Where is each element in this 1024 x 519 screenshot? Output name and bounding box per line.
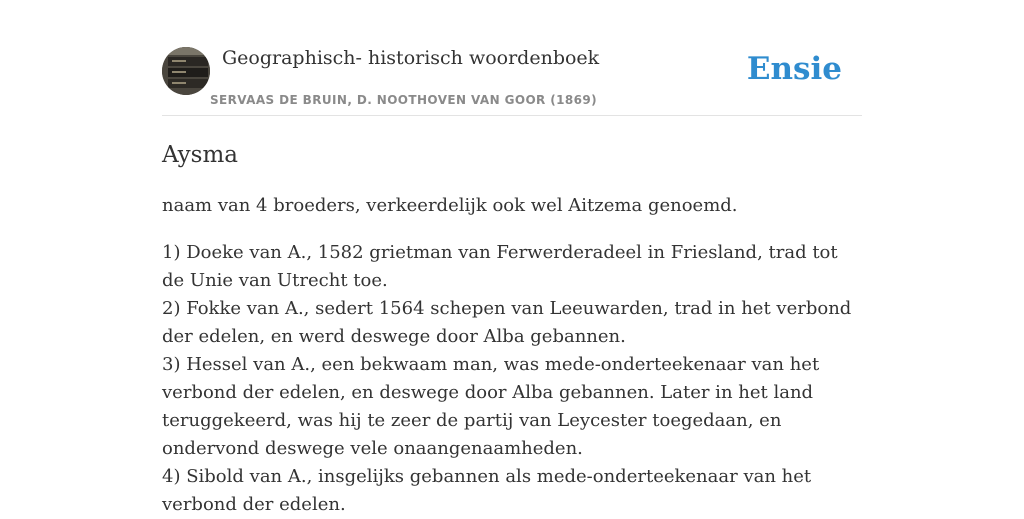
entry-list-item: 1) Doeke van A., 1582 grietman van Ferwerderadeel in Friesland, trad tot de Unie van Utrecht toe.: [162, 242, 838, 291]
ensie-logo[interactable]: Ensie: [746, 51, 842, 87]
entry-intro: naam van 4 broeders, verkeerdelijk ook wel Aitzema genoemd.: [162, 195, 738, 216]
book-cover-thumbnail[interactable]: [162, 47, 210, 95]
book-authors-year: SERVAAS DE BRUIN, D. NOOTHOVEN VAN GOOR (1869): [210, 93, 598, 107]
entry-card: [162, 0, 862, 515]
entry-list-item: 3) Hessel van A., een bekwaam man, was mede-onderteekenaar van het verbond der edelen, en deswege door Alba gebannen. Later in het land teruggekeerd, was hij te zeer de partij van Leycester toegedaan, en ondervond deswege vele onaangenaamheden.: [162, 354, 820, 459]
book-title[interactable]: Geographisch- historisch woordenboek: [222, 47, 600, 69]
entry-list: [162, 239, 862, 519]
book-cover-icon: [162, 47, 210, 95]
entry-list-item: 2) Fokke van A., sedert 1564 schepen van Leeuwarden, trad in het verbond der edelen, en werd deswege door Alba gebannen.: [162, 298, 852, 347]
entry-title: Aysma: [162, 142, 238, 168]
entry-list-item: 4) Sibold van A., insgelijks gebannen als mede-onderteekenaar van het verbond der edelen.: [162, 466, 812, 515]
book-header: [162, 0, 862, 116]
